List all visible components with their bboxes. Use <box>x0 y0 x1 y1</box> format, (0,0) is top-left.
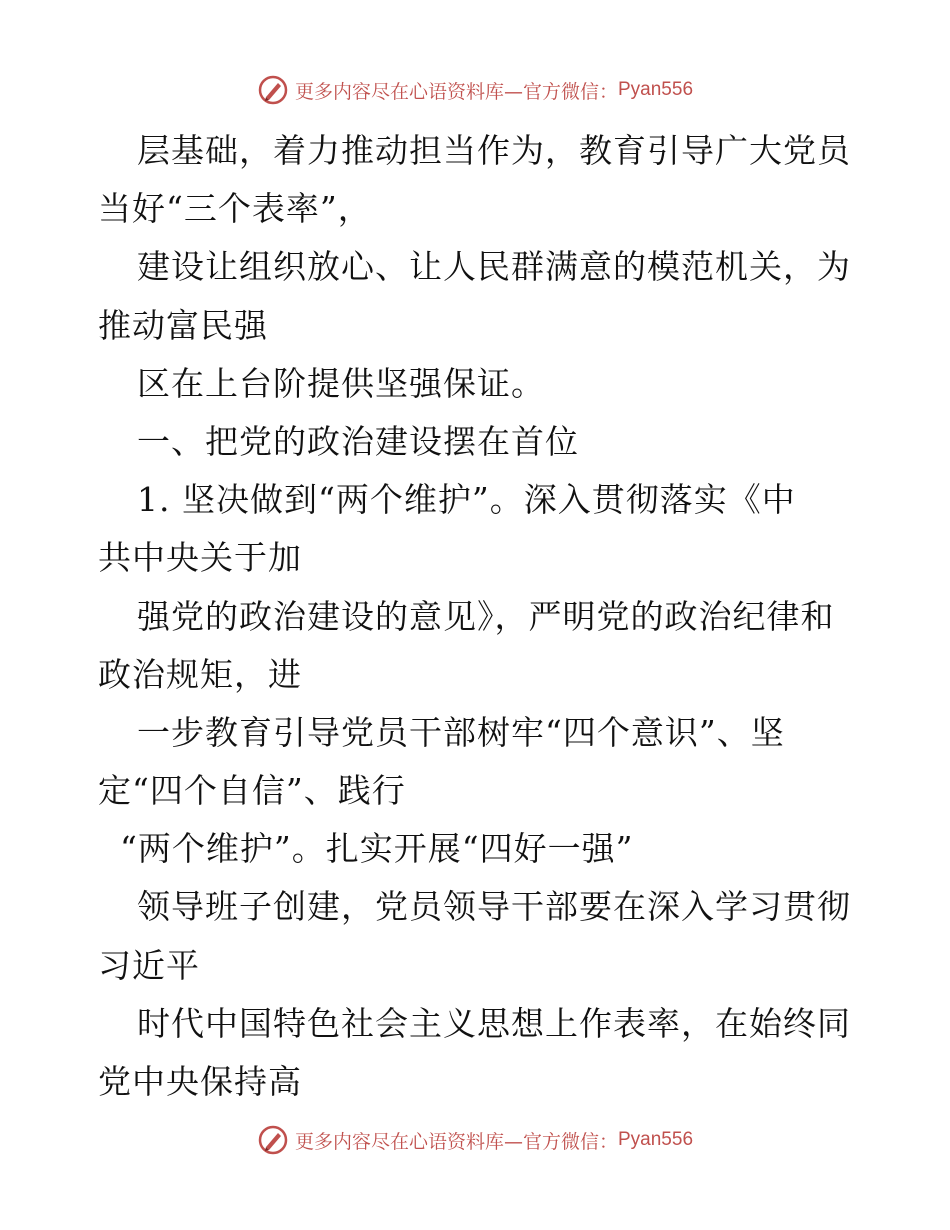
body-line: 强党的政治建设的意见》，严明党的政治纪律和 <box>137 596 835 636</box>
body-line: 领导班子创建，党员领导干部要在深入学习贯彻 <box>137 887 851 927</box>
body-line: 一步教育引导党员干部树牢“四个意识”、坚 <box>137 712 785 752</box>
header-banner-id: Pyan556 <box>618 79 694 100</box>
section-heading: 一、把党的政治建设摆在首位 <box>137 421 579 461</box>
body-line: 政治规矩，进 <box>98 654 302 694</box>
header-banner <box>0 70 950 110</box>
footer-banner-text: 更多内容尽在心语资料库—官方微信： <box>294 1130 618 1153</box>
body-line: 区在上台阶提供坚强保证。 <box>137 363 545 403</box>
body-line: 推动富民强 <box>98 305 268 345</box>
body-line: 时代中国特色社会主义思想上作表率，在始终同 <box>137 1003 851 1043</box>
body-line: 定“四个自信”、践行 <box>98 771 406 811</box>
footer-banner-id: Pyan556 <box>618 1129 694 1150</box>
body-line: 共中央关于加 <box>98 538 302 578</box>
body-line: 层基础，着力推动担当作为，教育引导广大党员 <box>137 131 851 170</box>
pen-logo-icon <box>257 1124 289 1156</box>
body-line: 1. 坚决做到“两个维护”。深入贯彻落实《中 <box>137 480 796 520</box>
header-banner-text: 更多内容尽在心语资料库—官方微信： <box>294 80 618 103</box>
document-body <box>98 122 868 1111</box>
footer-banner <box>0 1120 950 1160</box>
body-line: “两个维护”。扎实开展“四好一强” <box>120 829 634 869</box>
body-line: 习近平 <box>98 945 200 985</box>
body-line: 党中央保持高 <box>98 1062 302 1101</box>
pen-logo-icon <box>257 74 289 106</box>
body-line: 当好“三个表率”， <box>98 189 372 229</box>
body-line: 建设让组织放心、让人民群满意的模范机关，为 <box>137 247 851 287</box>
